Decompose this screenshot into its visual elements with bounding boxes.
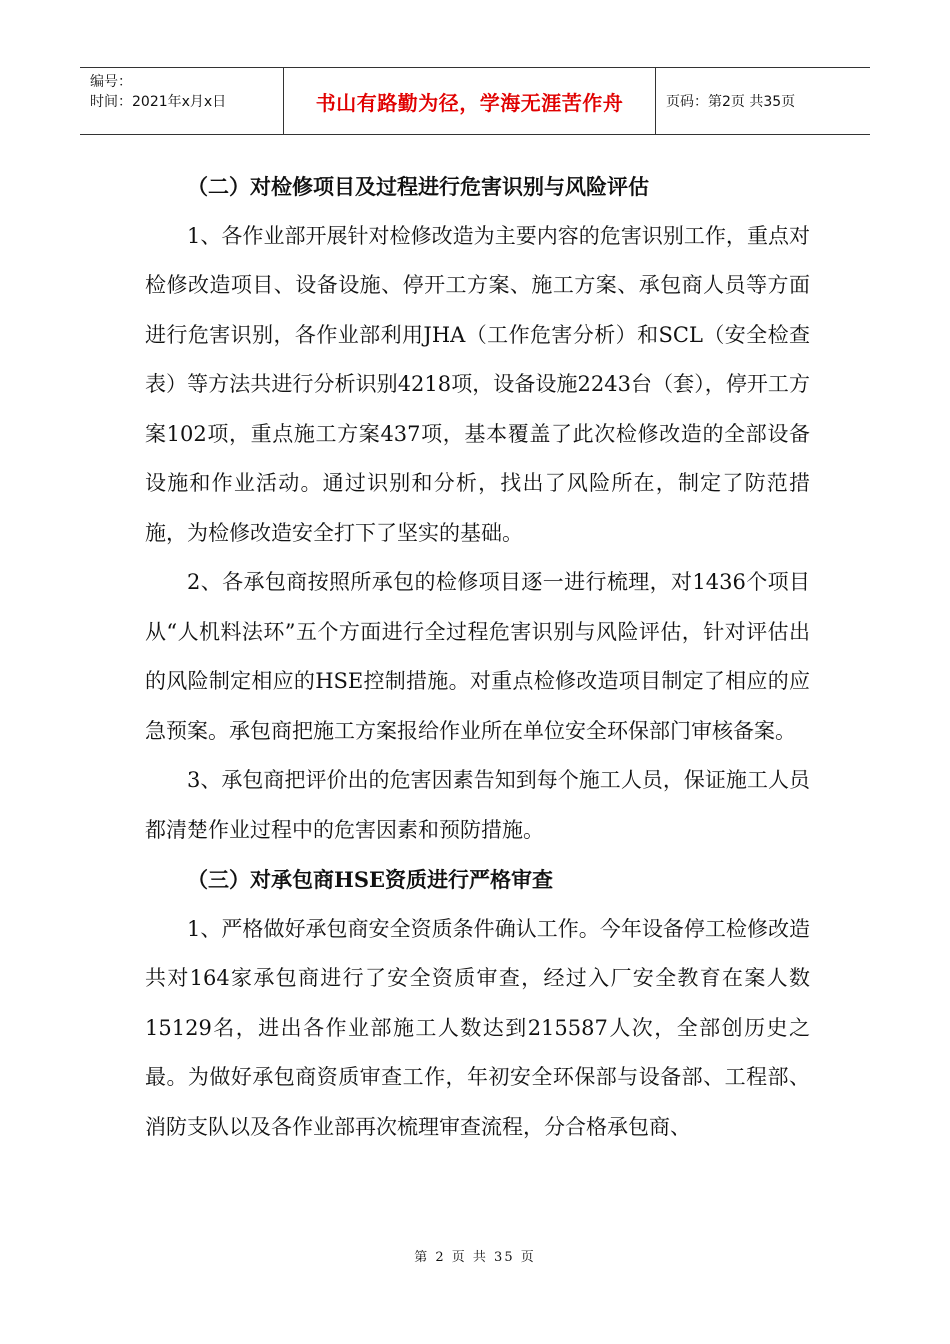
date-label: 时间：2021年x月x日 xyxy=(90,94,227,110)
footer-page-number: 第 2 页 共 35 页 xyxy=(414,1250,536,1265)
section-heading: （三）对承包商HSE资质进行严格审查 xyxy=(187,867,554,892)
paragraph: 2、各承包商按照所承包的检修项目逐一进行梳理，对1436个项目从“人机料法环”五个方面进行全过程危害识别与风险评估，针对评估出的风险制定相应的HSE控制措施。对重点检修改造项目制定了相应的应急预案。承包商把施工方案报给作业所在单位安全环保部门审核备案。 xyxy=(145,570,810,743)
serial-number-label: 编号： xyxy=(90,74,132,90)
section-heading: （二）对检修项目及过程进行危害识别与风险评估 xyxy=(187,174,649,199)
header-motto xyxy=(283,68,656,134)
motto-text: 书山有路勤为径，学海无涯苦作舟 xyxy=(315,90,624,115)
page-header xyxy=(80,67,870,135)
paragraph: 3、承包商把评价出的危害因素告知到每个施工人员，保证施工人员都清楚作业过程中的危害因素和预防措施。 xyxy=(145,768,810,842)
page-info-text: 页码：第2页 共35页 xyxy=(666,94,796,110)
paragraph: 1、严格做好承包商安全资质条件确认工作。今年设备停工检修改造共对164家承包商进行了安全资质审查，经过入厂安全教育在案人数15129名，进出各作业部施工人数达到215587人次，全部创历史之最。为做好承包商资质审查工作，年初安全环保部与设备部、工程部、消防支队以及各作业部再次梳理审查流程，分合格承包商、 xyxy=(145,916,810,1139)
header-page-info xyxy=(656,68,870,134)
header-meta xyxy=(80,68,283,134)
page-footer xyxy=(0,1246,950,1265)
paragraph: 1、各作业部开展针对检修改造为主要内容的危害识别工作，重点对检修改造项目、设备设施、停开工方案、施工方案、承包商人员等方面进行危害识别，各作业部利用JHA（工作危害分析）和SCL（安全检查表）等方法共进行分析识别4218项，设备设施2243台（套），停开工方案102项，重点施工方案437项，基本覆盖了此次检修改造的全部设备设施和作业活动。通过识别和分析，找出了风险所在，制定了防范措施，为检修改造安全打下了坚实的基础。 xyxy=(145,223,810,545)
document-body xyxy=(145,162,810,1152)
